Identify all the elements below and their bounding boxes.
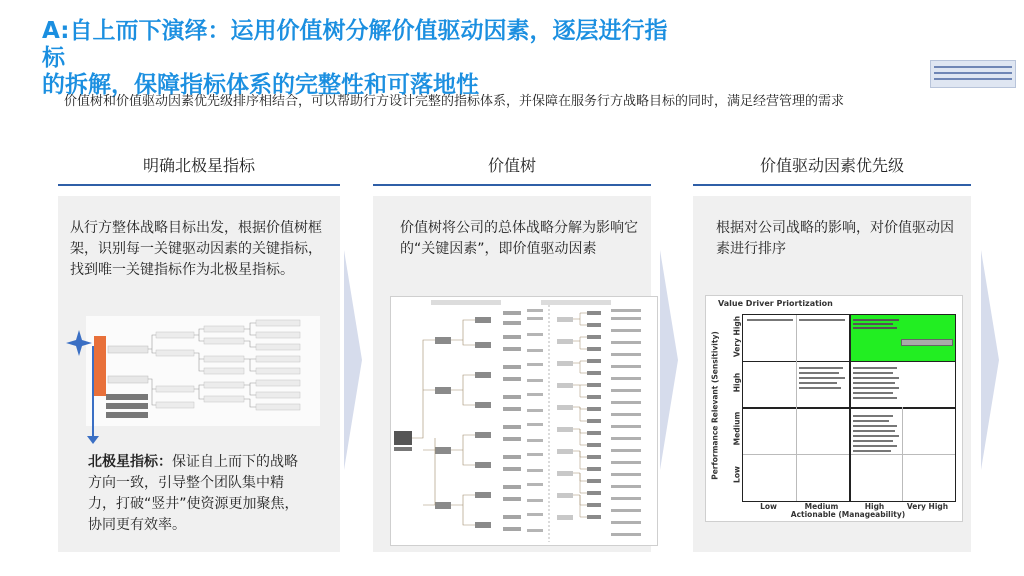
- x-tick-low: Low: [760, 502, 777, 511]
- north-star-line: [92, 346, 94, 440]
- slide-thumbnail: [930, 60, 1016, 88]
- matrix-grid: [742, 314, 956, 502]
- title-line1: 自上而下演绎：运用价值树分解价值驱动因素，逐层进行指: [69, 18, 668, 44]
- column-heading-priority: 价值驱动因素优先级: [693, 154, 971, 186]
- chevron-arrow-icon: [660, 250, 678, 470]
- matrix-highlight-cell: [849, 315, 955, 361]
- chevron-arrow-icon: [981, 250, 999, 470]
- north-star-icon: [66, 330, 92, 356]
- north-star-tree-diagram: [86, 316, 320, 426]
- x-axis-title: Actionable (Manageability): [790, 510, 906, 519]
- y-tick-very-high: Very High: [732, 315, 742, 358]
- page-title: [42, 18, 742, 99]
- y-tick-medium: Medium: [732, 411, 742, 446]
- north-star-label: 北极星指标：: [88, 454, 172, 470]
- y-tick-low: Low: [732, 466, 742, 483]
- value-tree-diagram: [390, 296, 658, 546]
- intro-text: 价值树和价值驱动因素优先级排序相结合，可以帮助行方设计完整的指标体系，并保障在服务行方战略目标的同时，满足经营管理的需求: [64, 94, 845, 109]
- title-line2: 标: [42, 45, 65, 71]
- north-star-description: 从行方整体战略目标出发，根据价值树框架，识别每一关键驱动因素的关键指标，找到唯一关键指标作为北极星指标。: [70, 220, 322, 278]
- north-star-note: [88, 452, 308, 536]
- y-tick-high: High: [732, 372, 742, 393]
- title-prefix: A:: [42, 18, 70, 44]
- title-line3: 的拆解，保障指标体系的完整性和可落地性: [42, 72, 479, 98]
- value-driver-matrix: [705, 295, 963, 522]
- x-tick-high: High: [864, 502, 885, 511]
- arrow-down-icon: [87, 436, 99, 444]
- column-heading-north-star: 明确北极星指标: [58, 154, 340, 186]
- x-tick-medium: Medium: [804, 502, 839, 511]
- y-axis-title: Performance Relevant (Sensitivity): [710, 331, 720, 480]
- priority-description: 根据对公司战略的影响，对价值驱动因素进行排序: [716, 220, 954, 257]
- column-heading-value-tree: 价值树: [373, 154, 651, 186]
- value-tree-description: 价值树将公司的总体战略分解为影响它的“关键因素”，即价值驱动因素: [400, 220, 638, 257]
- x-tick-very-high: Very High: [906, 502, 949, 511]
- north-star-note-text: 保证自上而下的战略方向一致，引导整个团队集中精力，打破“竖井”使资源更加聚焦，协同更有效率。: [88, 454, 299, 533]
- matrix-title: Value Driver Priortization: [718, 299, 833, 308]
- chevron-arrow-icon: [344, 250, 362, 470]
